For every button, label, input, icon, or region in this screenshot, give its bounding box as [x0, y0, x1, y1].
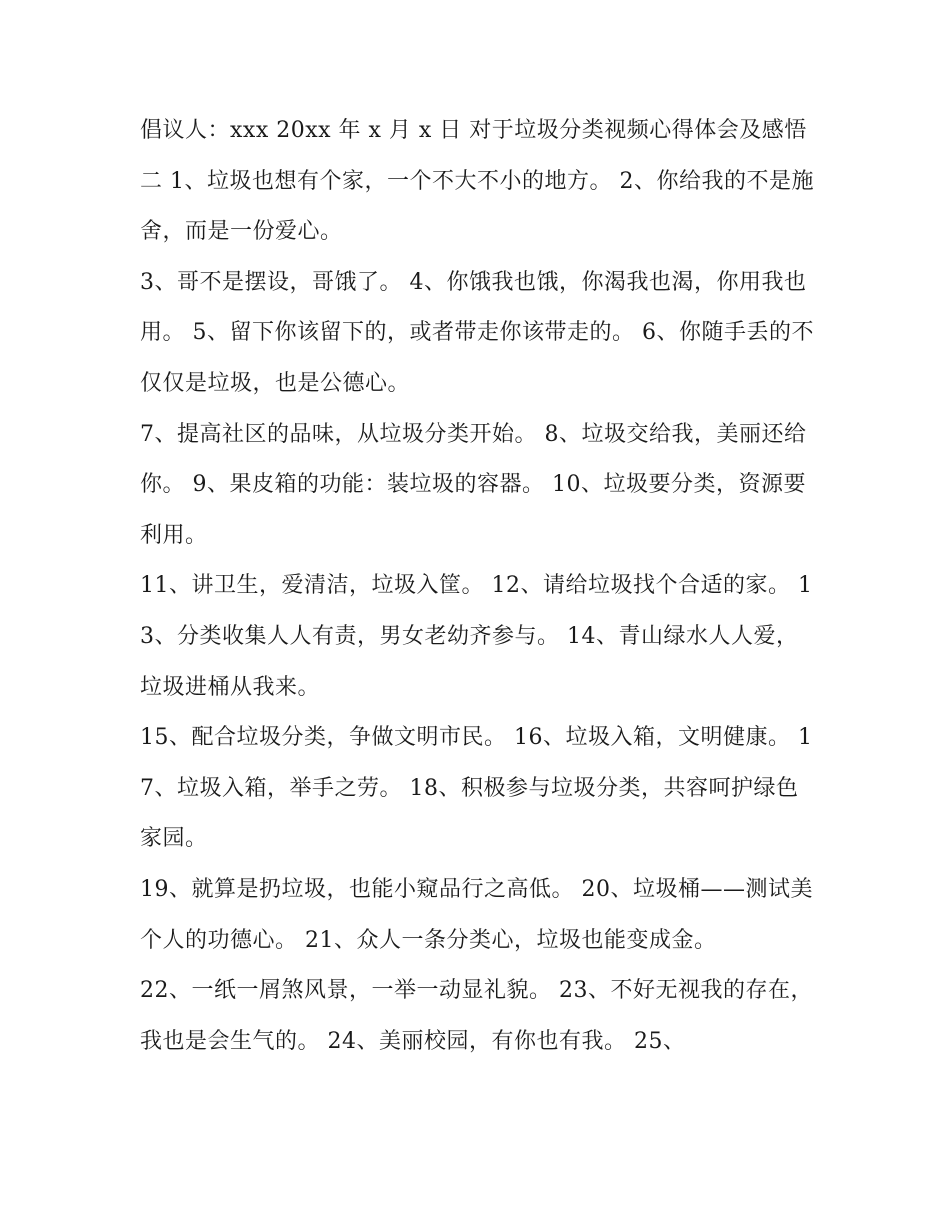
paragraph-4: 11、讲卫生，爱清洁，垃圾入筐。 12、请给垃圾找个合适的家。 13、分类收集人人有责，男女老幼齐参与。 14、青山绿水人人爱，垃圾进桶从我来。 [140, 573, 813, 700]
paragraph-6: 19、就算是扔垃圾，也能小窥品行之高低。 20、垃圾桶——测试美个人的功德心。 21、众人一条分类心，垃圾也能变成金。 [140, 876, 813, 953]
paragraph-2: 3、哥不是摆设，哥饿了。 4、你饿我也饿，你渴我也渴，你用我也用。 5、留下你该留下的，或者带走你该带走的。 6、你随手丢的不仅仅是垃圾，也是公德心。 [140, 269, 814, 396]
paragraph-7: 22、一纸一屑煞风景，一举一动显礼貌。 23、不好无视我的存在，我也是会生气的。 24、美丽校园，有你也有我。 25、 [140, 978, 813, 1054]
paragraph-5: 15、配合垃圾分类，争做文明市民。 16、垃圾入箱，文明健康。 17、垃圾入箱，举手之劳。 18、积极参与垃圾分类，共容呵护绿色家园。 [140, 725, 813, 852]
paragraph-3: 7、提高社区的品味，从垃圾分类开始。 8、垃圾交给我，美丽还给你。 9、果皮箱的功能：装垃圾的容器。 10、垃圾要分类，资源要利用。 [140, 421, 807, 548]
paragraph-1: 倡议人：xxx 20xx 年 x 月 x 日 对于垃圾分类视频心得体会及感悟二 1、垃圾也想有个家，一个不大不小的地方。 2、你给我的不是施舍，而是一份爱心。 [140, 118, 814, 245]
document-body [140, 106, 820, 1067]
